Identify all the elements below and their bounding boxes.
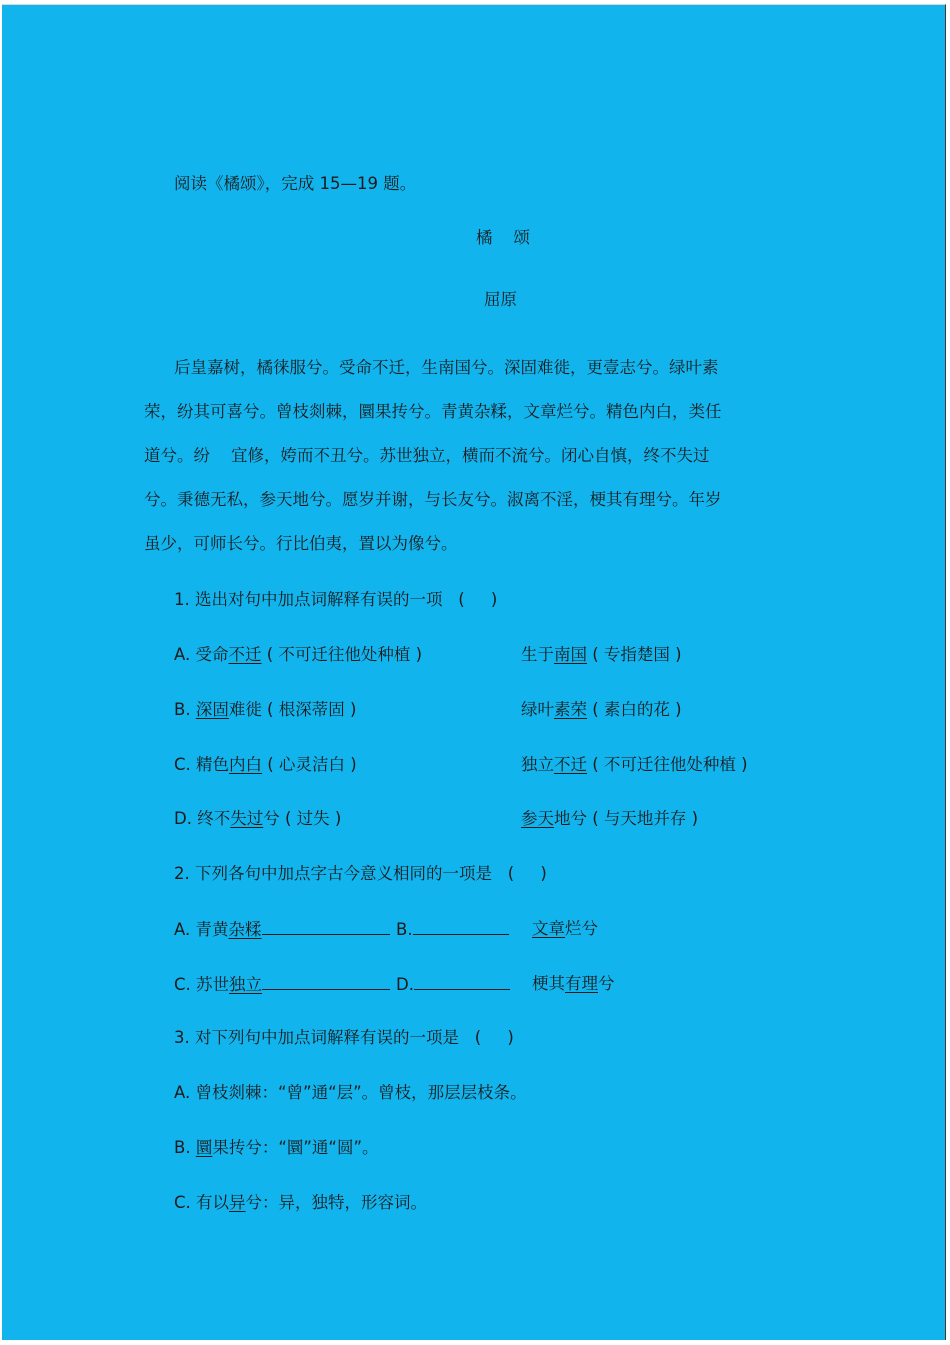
q1-option-d-left: D. 终不失过兮 ( 过失 ) — [174, 809, 342, 828]
q1-option-a-left: A. 受命不迁 ( 不可迁往他处种植 ) — [174, 645, 423, 664]
poem-line-2: 荣，纷其可喜兮。曾枝剡棘，圜果抟兮。青黄杂糅，文章烂兮。精色内白，类任 — [144, 402, 722, 421]
q1-option-b-right: 绿叶素荣 ( 素白的花 ) — [521, 700, 682, 719]
q2-option-a: A. 青黄杂糅 — [174, 918, 390, 941]
poem-title: 橘 颂 — [476, 228, 530, 247]
poem-line-3: 道兮。纷 宜修，姱而不丑兮。苏世独立，横而不流兮。闭心自慎，终不失过 — [144, 446, 710, 465]
q2-stem: 2. 下列各句中加点字古今意义相同的一项是 ( ) — [174, 864, 547, 883]
q1-stem: 1. 选出对句中加点词解释有误的一项 ( ) — [174, 590, 498, 609]
q3-option-c: C. 有以异兮：异，独特，形容词。 — [174, 1193, 428, 1212]
q2-option-b-text: 文章烂兮 — [532, 919, 598, 938]
poem-line-1: 后皇嘉树，橘徕服兮。受命不迁，生南国兮。深固难徙，更壹志兮。绿叶素 — [174, 358, 719, 377]
q3-stem: 3. 对下列句中加点词解释有误的一项是 ( ) — [174, 1028, 514, 1047]
q2-option-c: C. 苏世独立 — [174, 973, 390, 996]
q3-option-a: A. 曾枝剡棘：“曾”通“层”。曾枝，那层层枝条。 — [174, 1083, 527, 1102]
poem-author: 屈原 — [484, 290, 517, 309]
q1-option-a-right: 生于南国 ( 专指楚国 ) — [521, 645, 682, 664]
q1-option-c-right: 独立不迁 ( 不可迁往他处种植 ) — [521, 755, 748, 774]
document-page — [2, 4, 946, 1340]
q2-option-b: B. — [396, 918, 509, 941]
q1-option-b-left: B. 深固难徙 ( 根深蒂固 ) — [174, 700, 357, 719]
intro-text: 阅读《橘颂》，完成 15—19 题。 — [174, 174, 417, 193]
q1-option-d-right: 参天地兮 ( 与天地并存 ) — [521, 809, 699, 828]
q1-option-c-left: C. 精色内白 ( 心灵洁白 ) — [174, 755, 357, 774]
q3-option-b: B. 圜果抟兮：“圜”通“圆”。 — [174, 1138, 379, 1157]
q2-option-d-text: 梗其有理兮 — [532, 974, 615, 993]
q2-option-d: D. — [396, 973, 510, 996]
poem-line-4: 兮。秉德无私，参天地兮。愿岁并谢，与长友兮。淑离不淫，梗其有理兮。年岁 — [144, 490, 722, 509]
poem-line-5: 虽少，可师长兮。行比伯夷，置以为像兮。 — [144, 534, 458, 553]
